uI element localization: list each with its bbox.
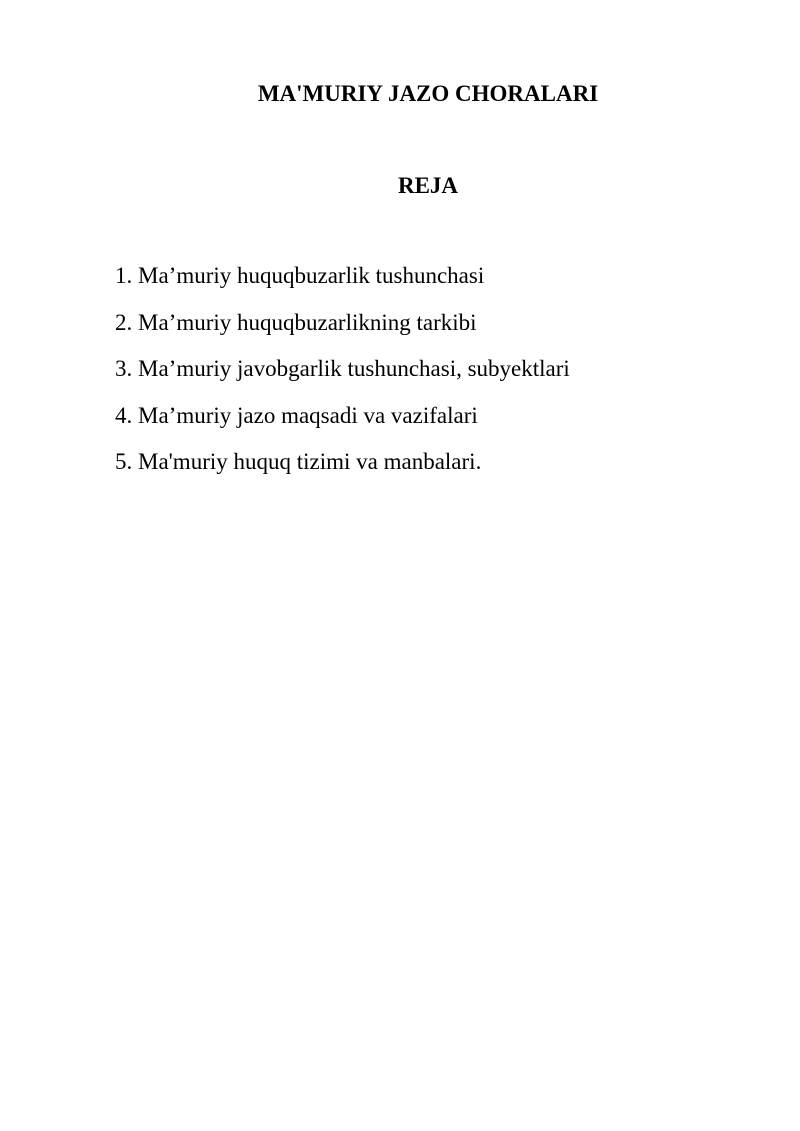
plan-item: 3. Ma’muriy javobgarlik tushunchasi, subyektlari	[115, 356, 570, 381]
document-title: MA'MURIY JAZO CHORALARI	[257, 81, 599, 106]
plan-list	[115, 260, 735, 493]
plan-item: 2. Ma’muriy huquqbuzarlikning tarkibi	[115, 309, 477, 335]
plan-item: 4. Ma’muriy jazo maqsadi va vazifalari	[115, 402, 478, 428]
plan-item: 1. Ma’muriy huquqbuzarlik tushunchasi	[115, 263, 485, 288]
plan-item: 5. Ma'muriy huquq tizimi va manbalari.	[115, 449, 482, 474]
plan-heading: REJA	[397, 173, 459, 198]
